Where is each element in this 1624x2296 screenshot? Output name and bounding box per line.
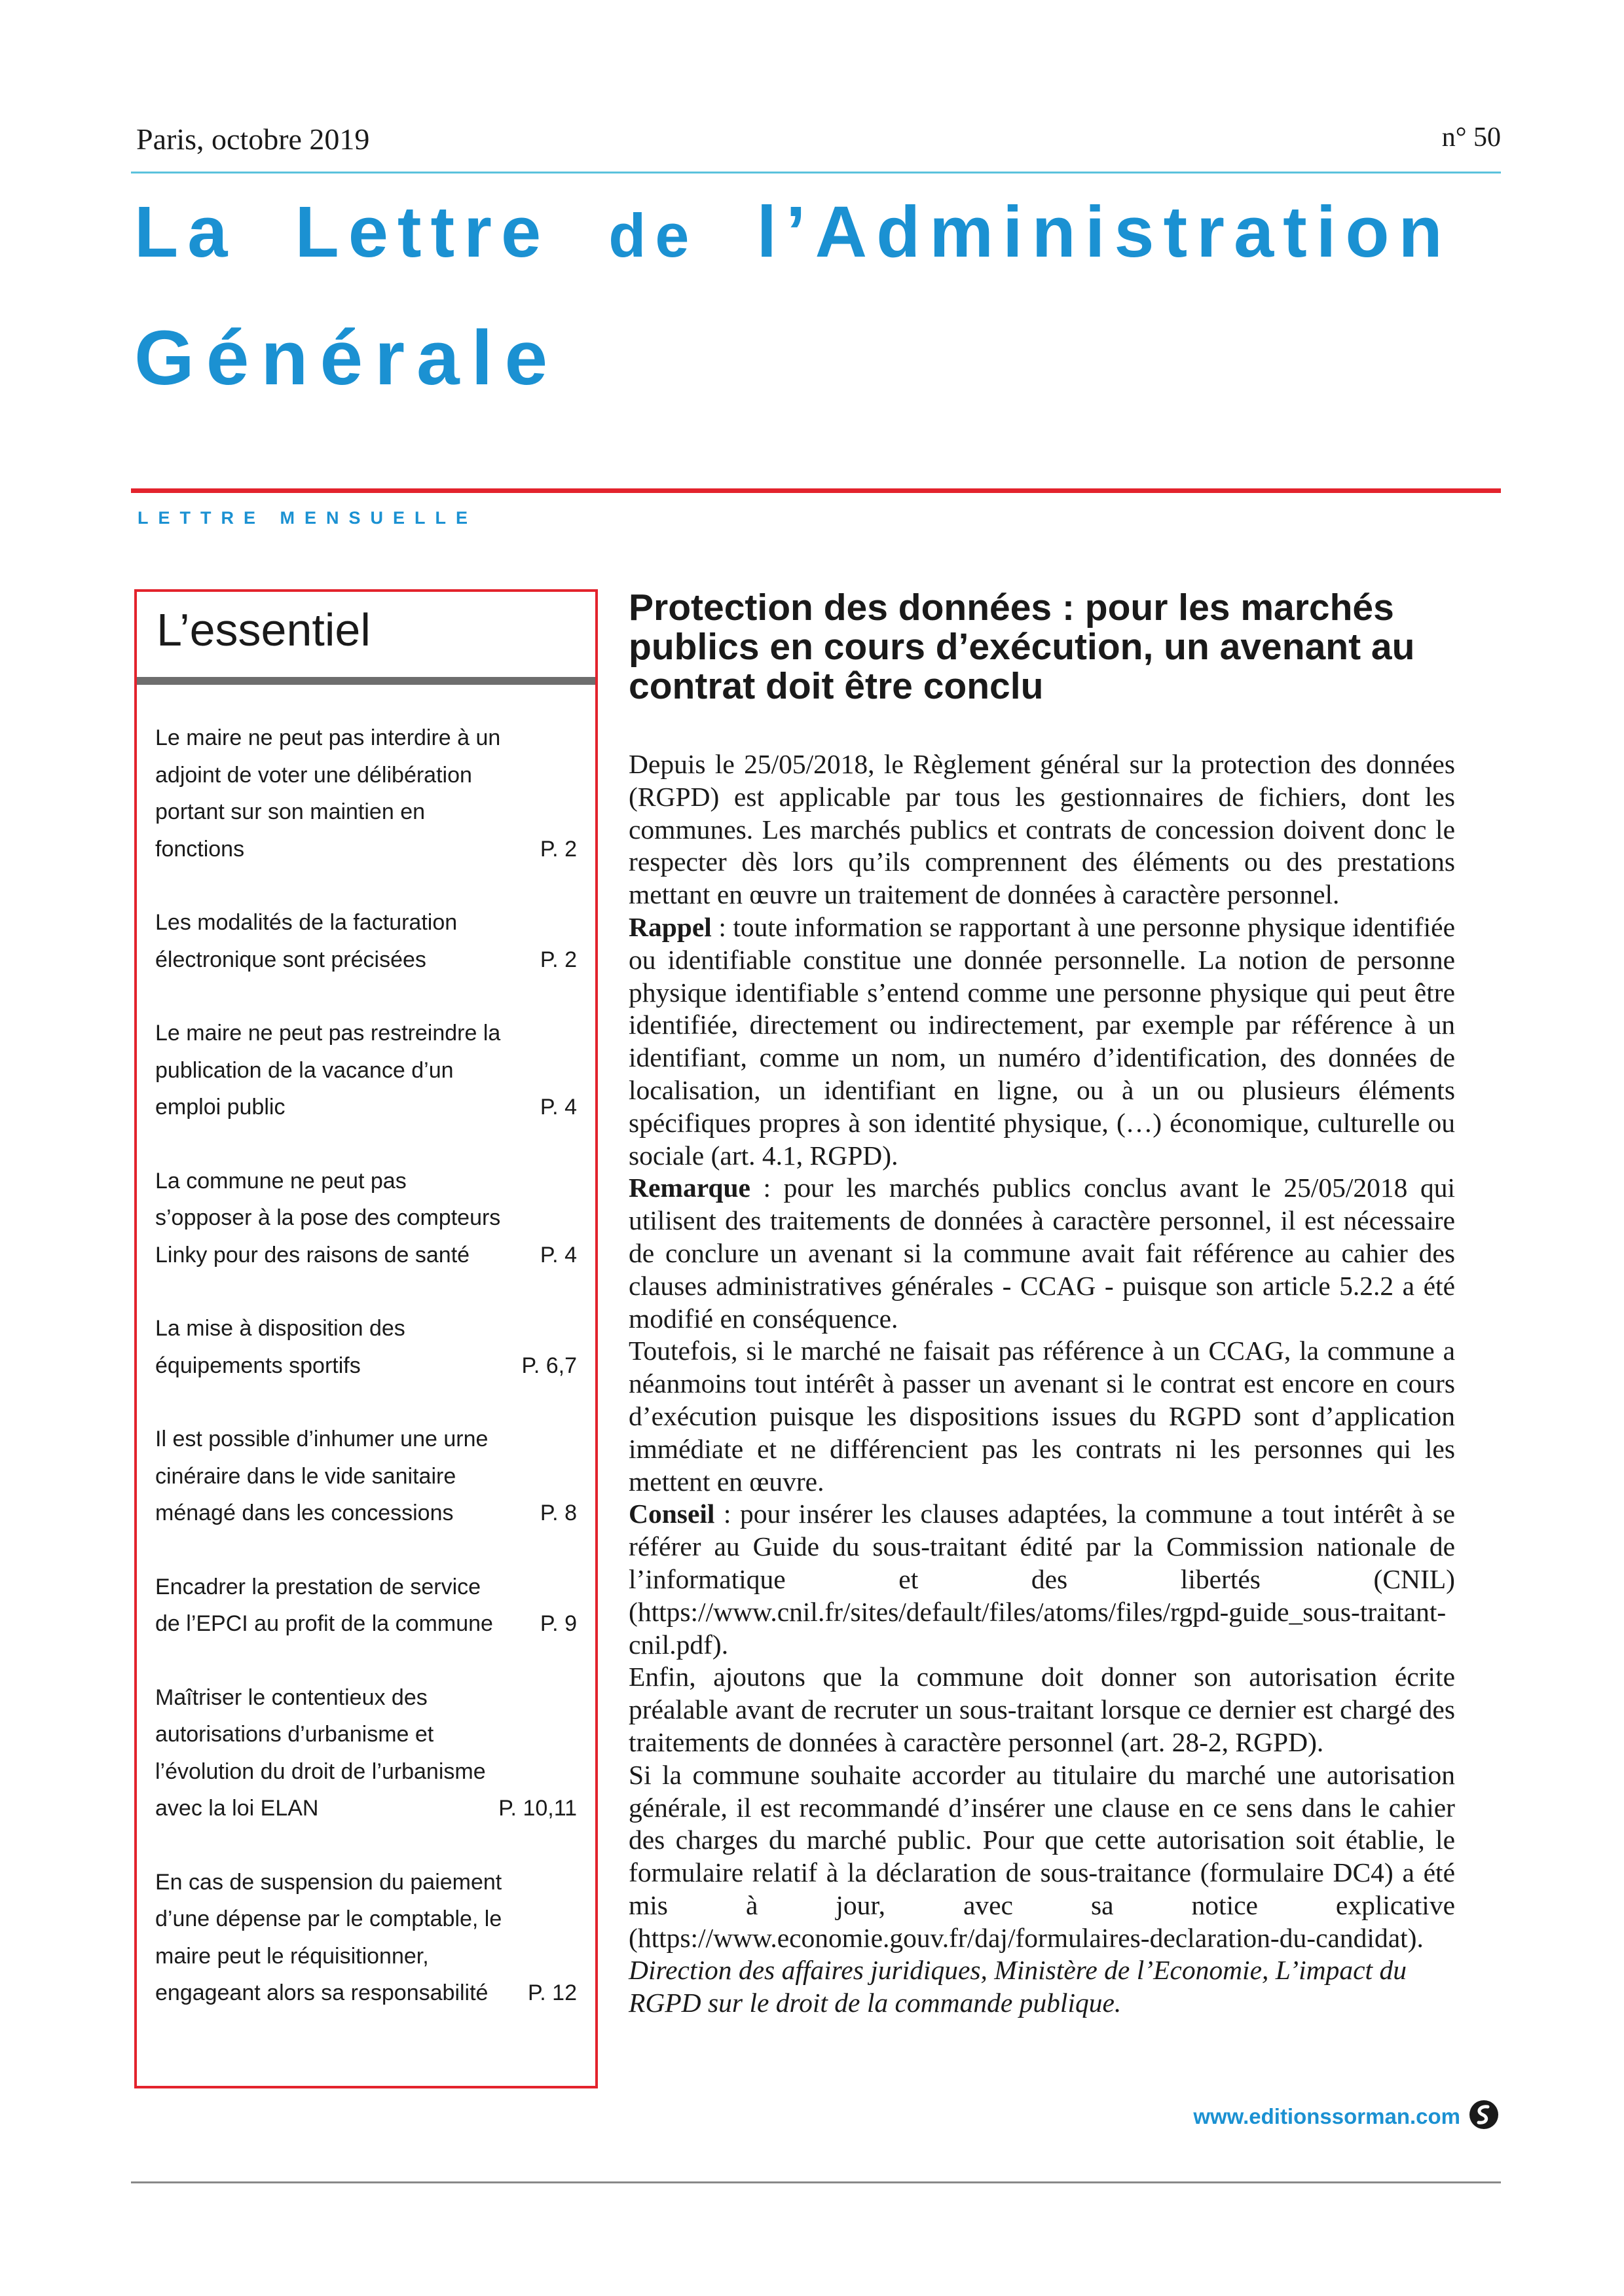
sidebar-item-text: La mise à disposition des équipements sportifs: [155, 1316, 405, 1378]
sidebar-essentiel: [134, 589, 598, 2088]
sidebar-item[interactable]: [155, 1163, 583, 1274]
sidebar-item-page: P. 8: [540, 1501, 577, 1525]
sidebar-item[interactable]: [155, 1015, 583, 1126]
dateline: Paris, octobre 2019: [136, 122, 370, 156]
article-enfin: Enfin, ajoutons que la commune doit donner son autorisation écrite préalable avant de recruter un sous-traitant lorsque ce dernier est chargé des traitements de données à caractère personnel (art. 28-2, RGPD).: [629, 1662, 1455, 1757]
issue-number: n° 50: [1441, 122, 1501, 153]
sidebar-item-text: Encadrer la prestation de service de l’EPCI au profit de la commune: [155, 1574, 493, 1636]
article-autorisation: Si la commune souhaite accorder au titulaire du marché une autorisation générale, il est recommandé d’insérer une clause en ce sens dans le cahier des charges du marché public. Pour que cette autorisation soit établie, le formulaire relatif à la déclaration de sous-traitance (formulaire DC4) a été mis à jour, avec sa notice explicative (https://www.economie.gouv.fr/daj/formulaires-declaration-du-candidat).: [629, 1759, 1455, 1953]
rappel-text: : toute information se rapportant à une personne physique identifiée ou identifiable constitue une donnée personnelle. La notion de personne physique identifiable s’entend comme une personne physique qui peut être identifiée, directement ou indirectement, par exemple par référence à un identifiant, comme un nom, un numéro d’identification, des données de localisation, un identifiant en ligne, ou à un ou plusieurs éléments spécifiques propres à son identité physique, (…) économique, culturelle ou sociale (art. 4.1, RGPD).: [629, 911, 1455, 1171]
top-divider: [131, 172, 1501, 173]
rappel-label: Rappel: [629, 911, 712, 942]
masthead-divider: [131, 488, 1501, 493]
sidebar-item[interactable]: [155, 904, 583, 978]
masthead-line-1: [134, 192, 1452, 272]
sidebar-item-text: La commune ne peut pas s’opposer à la pose des compteurs Linky pour des raisons de santé: [155, 1168, 501, 1267]
sorman-logo-icon: [1468, 2099, 1500, 2130]
article-conseil: [629, 1498, 1455, 1661]
footer-divider: [131, 2181, 1501, 2183]
sidebar-item-page: P. 4: [540, 1095, 577, 1120]
sidebar-item-text: Maîtriser le contentieux des autorisations d’urbanisme et l’évolution du droit de l’urbanisme avec la loi ELAN: [155, 1685, 486, 1821]
sidebar-title-bar: [137, 677, 595, 685]
sidebar-item[interactable]: [155, 1421, 583, 1532]
sidebar-title: L’essentiel: [157, 604, 371, 655]
sidebar-items: [155, 720, 583, 2049]
conseil-text: : pour insérer les clauses adaptées, la commune a tout intérêt à se référer au Guide du sous-traitant édité par la Commission nationale de l’informatique et des libertés (CNIL) (https://www.cnil.fr/sites/default/files/atoms/files/rgpd-guide_sous-traitant-cnil.pdf).: [629, 1499, 1455, 1660]
sidebar-item-page: P. 12: [527, 1980, 577, 2005]
masthead-word-la: La: [134, 192, 237, 272]
remarque-label: Remarque: [629, 1173, 750, 1203]
sidebar-item[interactable]: [155, 720, 583, 867]
masthead-word-de: de: [608, 201, 699, 270]
sidebar-item-text: Le maire ne peut pas restreindre la publication de la vacance d’un emploi public: [155, 1021, 501, 1120]
sidebar-item-text: En cas de suspension du paiement d’une dépense par le comptable, le maire peut le réquisitionner, engageant alors sa responsabilité: [155, 1869, 502, 2005]
sidebar-item[interactable]: [155, 1679, 583, 1827]
sidebar-item-page: P. 4: [540, 1242, 577, 1267]
article-remarque: [629, 1172, 1455, 1335]
publication-frequency: LETTRE MENSUELLE: [138, 508, 478, 528]
masthead-word-administration: Administration: [815, 192, 1452, 272]
sidebar-item-page: P. 9: [540, 1611, 577, 1636]
sidebar-item-text: Les modalités de la facturation électronique sont précisées: [155, 910, 458, 972]
article-headline: Protection des données : pour les marchés publics en cours d’exécution, un avenant au contrat doit être conclu: [629, 587, 1415, 707]
sidebar-item-page: P. 6,7: [521, 1353, 577, 1378]
masthead-word-lettre: Lettre: [295, 192, 551, 272]
website-link[interactable]: www.editionssorman.com: [1193, 2104, 1460, 2128]
article-intro: Depuis le 25/05/2018, le Règlement général sur la protection des données (RGPD) est applicable par tous les gestionnaires de fichiers, dont les communes. Les marchés publics et contrats de concession doivent donc le respecter dès lors qu’ils comprennent des éléments ou des prestations mettant en œuvre un traitement de données à caractère personnel.: [629, 749, 1455, 910]
sidebar-item-text: Le maire ne peut pas interdire à un adjoint de voter une délibération portant sur son maintien en fonctions: [155, 725, 501, 862]
conseil-label: Conseil: [629, 1499, 715, 1529]
masthead-line-2: Générale: [134, 315, 560, 401]
sidebar-item[interactable]: [155, 1569, 583, 1643]
article-rappel: [629, 911, 1455, 1172]
article-toutefois: Toutefois, si le marché ne faisait pas référence à un CCAG, la commune a néanmoins tout intérêt à passer un avenant si le contrat est encore en cours d’exécution puisque les dispositions issues du RGPD sont d’application immédiate et ne différencient pas les contrats ni les personnes qui les mettent en œuvre.: [629, 1336, 1455, 1497]
sidebar-item-page: P. 10,11: [498, 1796, 577, 1821]
sidebar-item-page: P. 2: [540, 836, 577, 862]
remarque-text: : pour les marchés publics conclus avant le 25/05/2018 qui utilisent des traitements de données à caractère personnel, il est nécessaire de conclure un avenant si la commune avait fait référence au cahier des clauses administratives générales - CCAG - puisque son article 5.2.2 a été modifié en conséquence.: [629, 1173, 1455, 1334]
article-source: Direction des affaires juridiques, Ministère de l’Economie, L’impact du RGPD sur le droit de la commande publique.: [629, 1955, 1407, 2018]
sidebar-item[interactable]: [155, 1864, 583, 2012]
sidebar-item-page: P. 2: [540, 947, 577, 972]
masthead-word-l: l’: [756, 192, 815, 272]
article-body: [629, 748, 1455, 2020]
sidebar-item[interactable]: [155, 1310, 583, 1384]
sidebar-item-text: Il est possible d’inhumer une urne cinéraire dans le vide sanitaire ménagé dans les concessions: [155, 1427, 489, 1525]
